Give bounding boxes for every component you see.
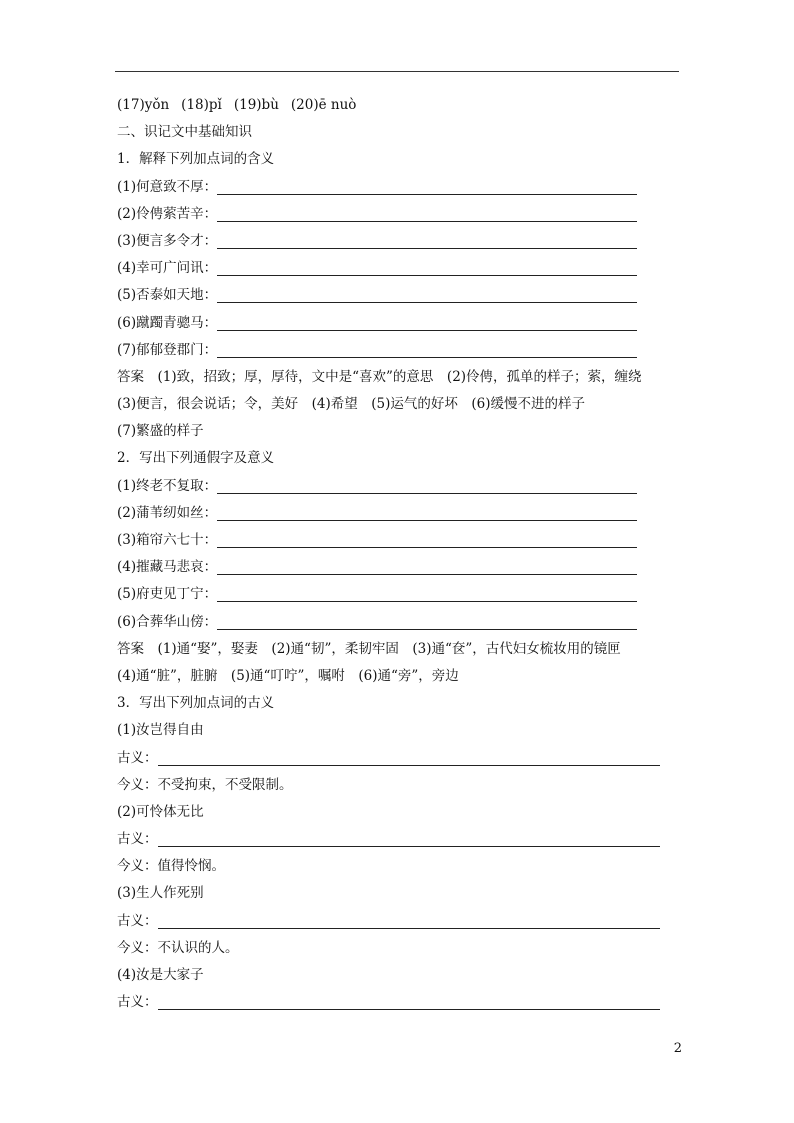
- question-2-item: [117, 473, 681, 500]
- pinyin-item: (19)bù: [233, 97, 279, 113]
- document-body: [117, 92, 681, 1016]
- gu-yi-line: [117, 826, 681, 853]
- item-label: (2)伶俜萦苦辛：: [117, 205, 218, 222]
- question-1-item: [117, 228, 681, 255]
- answer-blank[interactable]: [217, 615, 637, 630]
- question-2-item: [117, 500, 681, 527]
- item-label: (5)府吏见丁宁：: [117, 586, 218, 603]
- section-title: 二、识记文中基础知识: [117, 124, 252, 141]
- pinyin-line: [117, 92, 681, 119]
- item-label: (1)何意致不厚：: [117, 178, 218, 195]
- answer-blank[interactable]: [158, 995, 660, 1010]
- pinyin-item: (18)pǐ: [181, 97, 222, 113]
- question-1-item: [117, 310, 681, 337]
- item-label: (3)箱帘六七十：: [117, 532, 218, 548]
- question-3-phrase: (1)汝岂得自由: [117, 722, 204, 739]
- answer-blank[interactable]: [217, 234, 637, 249]
- item-label: (2)蒲苇纫如丝：: [117, 504, 218, 521]
- gu-yi-line: [117, 908, 681, 935]
- pinyin-item: (17)yǒn: [117, 97, 170, 113]
- question-2-item: [117, 527, 681, 554]
- question-3-phrase: (3)生人作死别: [117, 885, 204, 902]
- item-label: (1)终老不复取：: [117, 477, 218, 494]
- question-1-item: [117, 255, 681, 282]
- gu-yi-label: 古义：: [117, 994, 158, 1011]
- answer-blank[interactable]: [158, 914, 660, 929]
- item-label: (3)便言多令才：: [117, 232, 218, 249]
- answer-blank[interactable]: [217, 560, 637, 575]
- item-label: (4)摧藏马悲哀：: [117, 559, 218, 576]
- answer-blank[interactable]: [217, 479, 637, 494]
- gu-yi-label: 古义：: [117, 831, 158, 848]
- answer-blank[interactable]: [217, 261, 637, 276]
- pinyin-item: (20)ē nuò: [290, 97, 357, 113]
- answer-blank[interactable]: [217, 587, 637, 602]
- question-2-title: 2．写出下列通假字及意义: [117, 450, 275, 467]
- question-3-title: 3．写出下列加点词的古义: [117, 695, 275, 712]
- question-1-item: [117, 282, 681, 309]
- gu-yi-label: 古义：: [117, 912, 158, 929]
- question-1-title: 1．解释下列加点词的含义: [117, 151, 275, 168]
- answer-line: (7)繁盛的样子: [117, 423, 204, 440]
- answer-blank[interactable]: [217, 180, 637, 195]
- gu-yi-line: [117, 745, 681, 772]
- header-rule: [115, 71, 679, 72]
- jin-yi-line: 今义：不认识的人。: [117, 939, 239, 956]
- question-1-item: [117, 201, 681, 228]
- answer-line: 答案 (1)致，招致；厚，厚待，文中是“喜欢”的意思 (2)伶俜，孤单的样子；萦，缠绕: [117, 368, 642, 385]
- question-2-item: [117, 609, 681, 636]
- answer-blank[interactable]: [217, 207, 637, 222]
- question-2-item: [117, 581, 681, 608]
- item-label: (4)幸可广问讯：: [117, 260, 218, 277]
- answer-blank[interactable]: [217, 288, 637, 303]
- question-1-item: [117, 337, 681, 364]
- question-3-phrase: (2)可怜体无比: [117, 803, 204, 820]
- answer-blank[interactable]: [217, 533, 637, 548]
- gu-yi-label: 古义：: [117, 749, 158, 766]
- answer-blank[interactable]: [217, 343, 637, 358]
- answer-blank[interactable]: [158, 751, 660, 766]
- jin-yi-line: 今义：不受拘束，不受限制。: [117, 776, 293, 793]
- answer-blank[interactable]: [217, 316, 637, 331]
- item-label: (6)蹴躅青骢马：: [117, 314, 218, 331]
- answer-blank[interactable]: [217, 506, 637, 521]
- question-1-item: [117, 174, 681, 201]
- answer-blank[interactable]: [158, 832, 660, 847]
- page-number: 2: [673, 1041, 682, 1056]
- item-label: (7)郁郁登郡门：: [117, 341, 218, 358]
- item-label: (6)合葬华山傍：: [117, 613, 218, 630]
- answer-line: (4)通“脏”，脏腑 (5)通“叮咛”，嘱咐 (6)通“旁”，旁边: [117, 667, 459, 684]
- question-3-phrase: (4)汝是大家子: [117, 967, 204, 983]
- answer-line: (3)便言，很会说话；令，美好 (4)希望 (5)运气的好坏 (6)缓慢不进的样子: [117, 396, 585, 413]
- question-2-item: [117, 554, 681, 581]
- gu-yi-line: [117, 989, 681, 1016]
- answer-line: 答案 (1)通“娶”，娶妻 (2)通“韧”，柔韧牢固 (3)通“奁”，古代妇女梳妆用的镜匣: [117, 640, 621, 657]
- item-label: (5)否泰如天地：: [117, 287, 218, 304]
- jin-yi-line: 今义：值得怜悯。: [117, 858, 225, 875]
